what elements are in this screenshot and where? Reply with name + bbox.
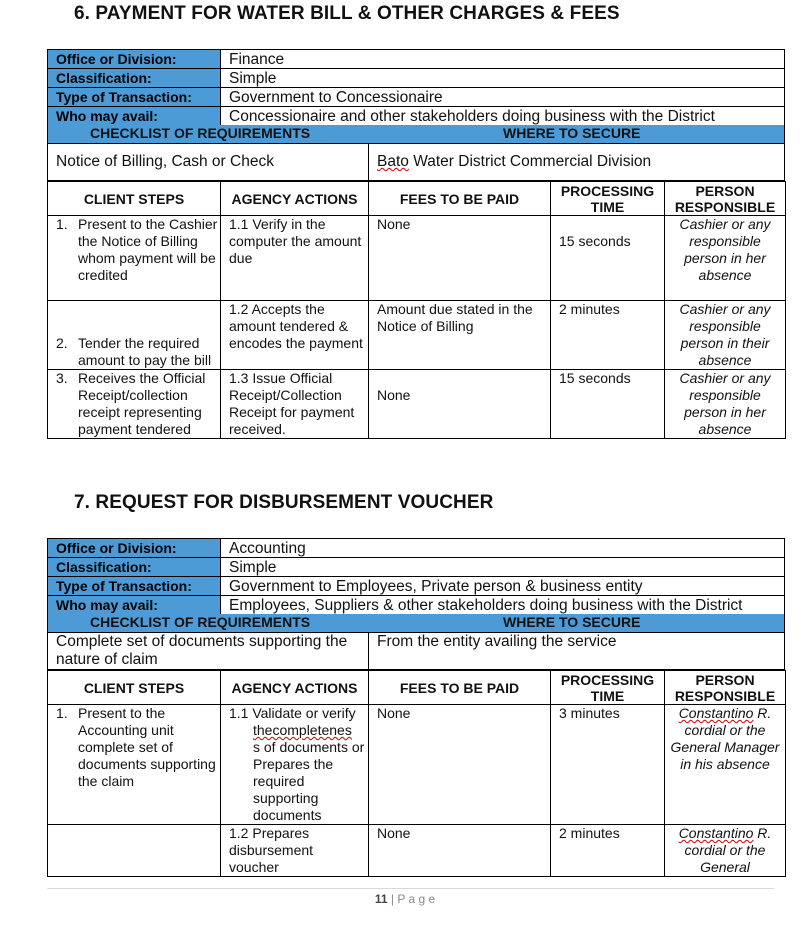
client-step: 3. Receives the Official Receipt/collection receipt representing payment tendered [48, 370, 221, 439]
info-label: Who may avail: [48, 107, 221, 126]
info-label: Type of Transaction: [48, 88, 221, 107]
table-row [48, 301, 786, 370]
client-step: 1. Present to the Cashier the Notice of Billing whom payment will be credited [48, 216, 221, 301]
where-to-secure-header: WHERE TO SECURE [503, 125, 641, 141]
checklist-header-label: CHECKLIST OF REQUIREMENTS [90, 125, 311, 141]
processing-time: 15 seconds [551, 216, 665, 301]
agency-action: 1.1 Validate or verify thecompletenes s of documents or Prepares the required supporting documents [221, 705, 369, 825]
fees-value: None [369, 370, 551, 439]
section-6-steps-table [47, 181, 786, 439]
col-agency-actions: AGENCY ACTIONS [221, 182, 369, 216]
fees-value: None [369, 216, 551, 301]
info-value: Employees, Suppliers & other stakeholders doing business with the District [221, 596, 785, 615]
agency-wavy-word: thecompletenes [253, 722, 352, 738]
page-separator: | [390, 892, 394, 906]
section-7-checklist-header [47, 614, 785, 633]
col-fees: FEES TO BE PAID [369, 671, 551, 705]
person-responsible: Cashier or any responsible person in her absence [665, 216, 786, 301]
section-6-info-table [47, 49, 785, 126]
where-value-rest: Water District Commercial Division [408, 153, 652, 170]
person-responsible: Cashier or any responsible person in her absence [665, 370, 786, 439]
section-7-heading: 7. REQUEST FOR DISBURSEMENT VOUCHER [74, 492, 494, 513]
info-value: Simple [221, 558, 785, 577]
where-to-secure-header: WHERE TO SECURE [503, 614, 641, 630]
info-label: Office or Division: [48, 50, 221, 69]
info-value: Government to Employees, Private person & business entity [221, 577, 785, 596]
fees-value: None [369, 705, 551, 825]
section-6-checklist-header [47, 125, 785, 144]
col-client-steps: CLIENT STEPS [48, 671, 221, 705]
col-agency-actions: AGENCY ACTIONS [221, 671, 369, 705]
page-footer [0, 892, 810, 906]
col-client-steps: CLIENT STEPS [48, 182, 221, 216]
section-6-checklist-row [47, 144, 785, 181]
page-number: 11 [374, 892, 388, 906]
processing-time: 2 minutes [551, 301, 665, 370]
col-processing-time: PROCESSING TIME [551, 182, 665, 216]
client-step [48, 825, 221, 877]
info-value: Concessionaire and other stakeholders doing business with the District [221, 107, 785, 126]
checklist-header-label: CHECKLIST OF REQUIREMENTS [90, 614, 311, 630]
section-7-steps-table [47, 670, 786, 877]
info-value: Accounting [221, 539, 785, 558]
processing-time: 3 minutes [551, 705, 665, 825]
col-processing-time: PROCESSING TIME [551, 671, 665, 705]
section-6-heading: 6. PAYMENT FOR WATER BILL & OTHER CHARGES & FEES [74, 3, 620, 24]
info-value: Simple [221, 69, 785, 88]
agency-action: 1.2 Accepts the amount tendered & encodes the payment [221, 301, 369, 370]
checklist-value: Complete set of documents supporting the nature of claim [56, 633, 348, 668]
where-value-underlined: Bato [377, 153, 409, 170]
client-step: 1. Present to the Accounting unit complete set of documents supporting the claim [48, 705, 221, 825]
agency-action: 1.2 Prepares disbursement voucher [221, 825, 369, 877]
col-fees: FEES TO BE PAID [369, 182, 551, 216]
table-row [48, 370, 786, 439]
column-divider [368, 144, 369, 180]
agency-action: 1.1 Verify in the computer the amount due [221, 216, 369, 301]
where-to-secure-value: From the entity availing the service [377, 633, 617, 650]
processing-time: 2 minutes [551, 825, 665, 877]
info-value: Finance [221, 50, 785, 69]
table-row [48, 216, 786, 301]
fees-value: None [369, 825, 551, 877]
info-value: Government to Concessionaire [221, 88, 785, 107]
person-name-underlined: Constantino [678, 825, 754, 841]
person-responsible: Constantino R. cordial or the General [665, 825, 786, 877]
processing-time: 15 seconds [551, 370, 665, 439]
where-to-secure-value [377, 153, 651, 171]
table-row [48, 705, 786, 825]
column-divider [368, 633, 369, 669]
table-row [48, 825, 786, 877]
person-responsible: Constantino R. cordial or the General Manager in his absence [665, 705, 786, 825]
fees-value: Amount due stated in the Notice of Billing [369, 301, 551, 370]
col-person-responsible: PERSON RESPONSIBLE [665, 671, 786, 705]
info-label: Type of Transaction: [48, 577, 221, 596]
footer-divider [47, 888, 774, 889]
checklist-value: Notice of Billing, Cash or Check [56, 153, 274, 170]
section-7-info-table [47, 538, 785, 615]
info-label: Classification: [48, 69, 221, 88]
section-7-checklist-row [47, 633, 785, 670]
info-label: Office or Division: [48, 539, 221, 558]
info-label: Who may avail: [48, 596, 221, 615]
col-person-responsible: PERSON RESPONSIBLE [665, 182, 786, 216]
person-name-underlined: Constantino [678, 705, 754, 721]
person-responsible: Cashier or any responsible person in their absence [665, 301, 786, 370]
client-step: 2. Tender the required amount to pay the bill [48, 301, 221, 370]
agency-action: 1.3 Issue Official Receipt/Collection Receipt for payment received. [221, 370, 369, 439]
page-word: P a g e [397, 892, 436, 906]
info-label: Classification: [48, 558, 221, 577]
